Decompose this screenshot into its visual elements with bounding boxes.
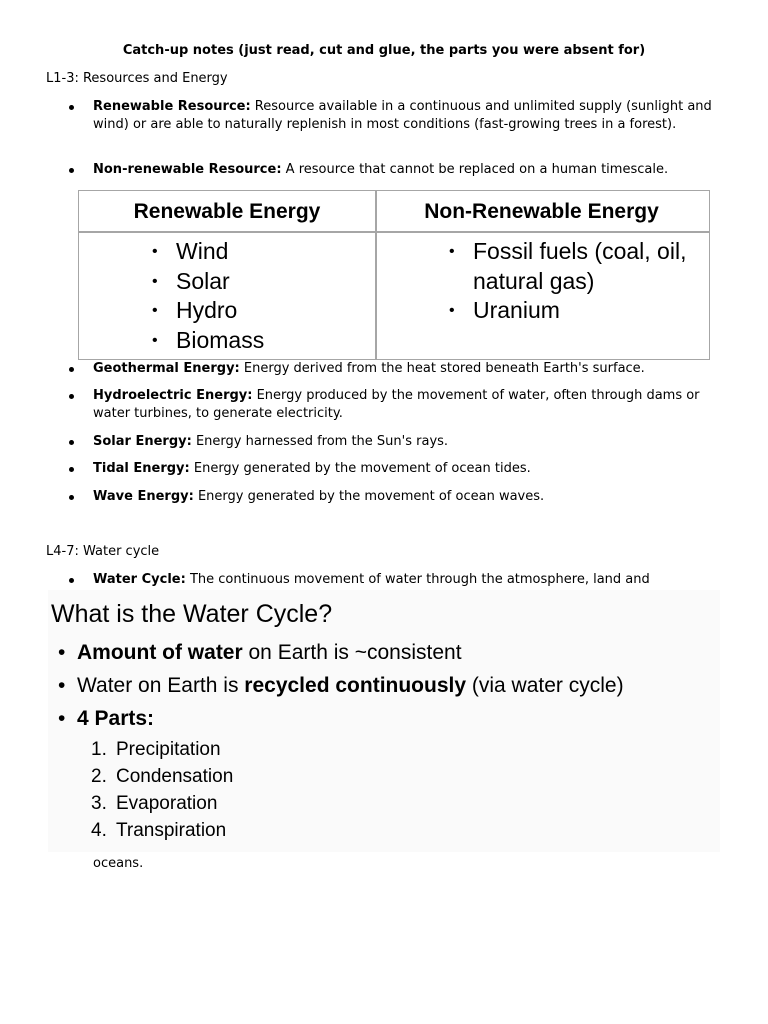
slide-bold-text: 4 Parts: [77,707,155,730]
list-item: • Hydro [152,296,264,326]
slide-bullet-recycled [60,674,624,698]
list-item: 4. Transpiration [91,820,227,841]
list-item: 1. Precipitation [91,739,221,760]
slide-text: Water on Earth is [77,674,245,697]
nonrenewable-list [449,237,699,326]
slide-text: on Earth is ~consistent [242,641,462,664]
slide-text: (via water cycle) [466,674,624,697]
energy-table [78,190,710,360]
header-nonrenewable: Non-Renewable Energy [424,200,659,223]
term: Renewable Resource: [93,99,251,114]
list-item: • Solar [152,267,264,297]
definition: Resource available in a continuous and unlimited supply (sunlight and wind) or are able to naturally replenish in most conditions (fast-growing trees in a forest). [93,99,712,132]
slide-bold-text: recycled continuously [244,674,467,697]
list-item: • Fossil fuels (coal, oil, natural gas) [449,237,699,296]
term: Water Cycle: [93,572,186,587]
slide-title-prefix: What is the [51,600,183,628]
term: Tidal Energy: [93,461,190,476]
definition: A resource that cannot be replaced on a human timescale. [281,162,669,177]
definition: Energy produced by the movement of water, often through dams or water turbines, to generate electricity. [93,388,700,421]
table-divider-vertical [375,191,377,359]
list-item: • Wind [152,237,264,267]
part-label: Precipitation [116,739,221,760]
slide-bullet-parts [60,707,154,731]
slide-title [51,600,332,629]
part-label: Evaporation [116,793,218,814]
bullet-nonrenewable-resource [93,161,723,179]
slide-bullet-amount [60,641,462,665]
renewable-list [152,237,264,355]
page-title: Catch-up notes (just read, cut and glue, the parts you were absent for) [122,43,646,58]
part-label: Transpiration [116,820,227,841]
bullet-wave [93,488,723,506]
bullet-hydroelectric [93,387,723,422]
term: Solar Energy: [93,434,192,449]
list-item: • Biomass [152,326,264,356]
term: Geothermal Energy: [93,361,240,376]
water-cycle-continuation: oceans. [93,856,144,871]
term: Non-renewable Resource: [93,162,282,177]
definition: The continuous movement of water through the atmosphere, land and [185,572,650,587]
bullet-tidal [93,460,723,478]
list-item: • Uranium [449,296,699,326]
bullet-water-cycle [93,571,723,589]
list-item: 2. Condensation [91,766,234,787]
bullet-geothermal [93,360,723,378]
definition: Energy harnessed from the Sun's rays. [191,434,449,449]
definition: Energy generated by the movement of ocean waves. [193,489,545,504]
section-label-resources: L1-3: Resources and Energy [46,71,228,86]
parts-list [91,736,233,844]
definition: Energy derived from the heat stored beneath Earth's surface. [239,361,645,376]
header-renewable: Renewable Energy [133,200,321,223]
section-label-water-cycle: L4-7: Water cycle [46,544,160,559]
part-label: Condensation [116,766,234,787]
definition: Energy generated by the movement of ocean tides. [189,461,531,476]
term: Wave Energy: [93,489,194,504]
slide-bold-text: Amount of water [77,641,243,664]
slide-title-main: Water Cycle? [183,600,333,628]
list-item: 3. Evaporation [91,793,218,814]
water-cycle-slide-image [48,590,720,852]
bullet-solar [93,433,723,451]
bullet-renewable-resource [93,98,723,133]
term: Hydroelectric Energy: [93,388,253,403]
table-divider-horizontal [79,231,709,233]
